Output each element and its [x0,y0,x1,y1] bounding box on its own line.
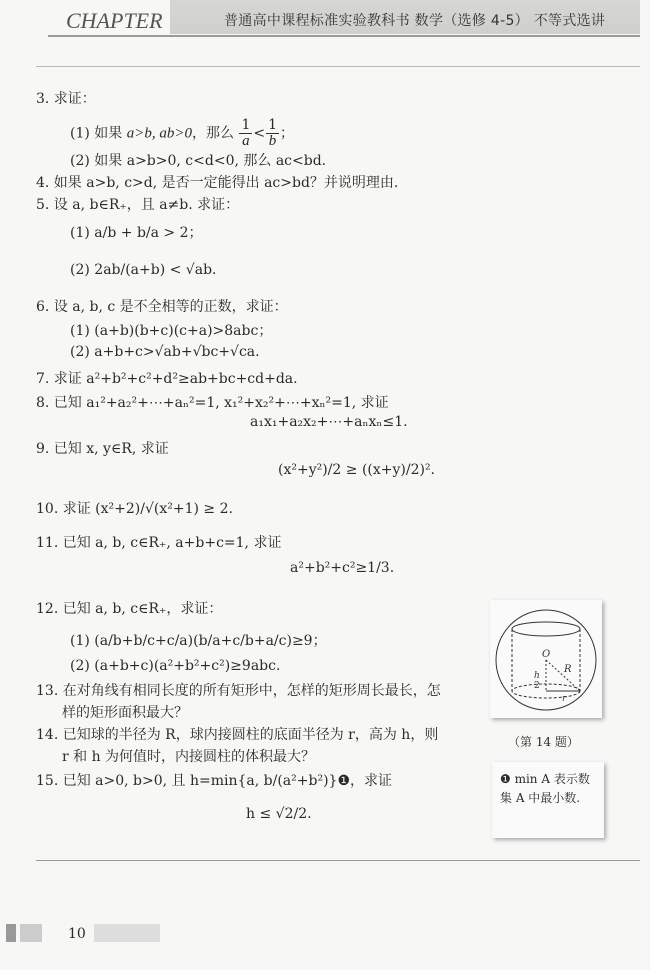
problem-8-head: 8. 已知 a₁²+a₂²+⋯+aₙ²=1, x₁²+x₂²+⋯+xₙ²=1, 求证 [36,395,389,411]
sphere-cylinder-figure [490,600,602,718]
problem-5-part2: (2) 2ab/(a+b) < √ab. [70,262,217,278]
problem-10: 10. 求证 (x²+2)/√(x²+1) ≥ 2. [36,501,233,517]
svg-text:2: 2 [534,681,540,691]
inscribed-cylinder-diagram [490,600,602,718]
sidenote-text: min A 表示数集 A 中最小数. [500,772,590,805]
svg-text:h: h [534,671,540,681]
problem-12-part2: (2) (a+b+c)(a²+b²+c²)≥9abc. [70,658,281,674]
problem-5-part1: (1) a/b + b/a > 2； [70,225,203,241]
top-rule [36,66,640,67]
problem-4: 4. 如果 a>b, c>d, 是否一定能得出 ac>bd？并说明理由. [36,175,399,191]
problem-6-part2: (2) a+b+c>√ab+√bc+√ca. [70,344,260,360]
problem-11-head: 11. 已知 a, b, c∈R₊, a+b+c=1, 求证 [36,535,282,551]
page-deco-right [94,924,160,942]
problem-6-head: 6. 设 a, b, c 是不全相等的正数，求证： [36,299,288,315]
footnote-marker: ❶ [500,772,511,786]
svg-text:O: O [542,649,551,660]
problem-14-line1: 14. 已知球的半径为 R，球内接圆柱的底面半径为 r，高为 h，则 [36,727,439,743]
svg-text:r: r [562,694,567,704]
problem-9-equation: (x²+y²)/2 ≥ ((x+y)/2)². [278,462,436,478]
header-divider [48,35,640,37]
problem-13-line1: 13. 在对角线有相同长度的所有矩形中，怎样的矩形周长最长，怎 [36,683,441,699]
page-deco-left2 [20,924,42,942]
problem-5-head: 5. 设 a, b∈R₊，且 a≠b. 求证： [36,197,240,213]
problem-12-head: 12. 已知 a, b, c∈R₊，求证： [36,601,223,617]
fraction-1-over-a: $\frac{1}{a}$ [241,117,251,149]
bottom-rule [36,860,640,861]
book-title: 普通高中课程标准实验教科书 数学（选修 4-5） 不等式选讲 [224,13,606,29]
problem-3-head: 3. 求证： [36,91,96,107]
problem-15-equation: h ≤ √2/2. [246,806,312,822]
problem-15-head: 15. 已知 a>0, b>0, 且 h=min{a, b/(a²+b²)}❶，求证 [36,773,392,789]
problem-6-part1: (1) (a+b)(b+c)(c+a)>8abc； [70,323,273,339]
problem-11-equation: a²+b²+c²≥1/3. [290,560,395,576]
page-deco-left [6,924,16,942]
figure-caption: （第 14 题） [508,735,579,749]
problem-8-equation: a₁x₁+a₂x₂+⋯+aₙxₙ≤1. [250,414,408,430]
problem-12-part1: (1) (a/b+b/c+c/a)(b/a+c/b+a/c)≥9； [70,633,327,649]
problem-14-line2: r 和 h 为何值时，内接圆柱的体积最大？ [62,749,316,765]
page-header [0,0,650,38]
chapter-label: CHAPTER [66,8,163,33]
problem-13-line2: 样的矩形面积最大？ [62,705,188,721]
problem-3-part1: (1) 如果 a>b, ab>0，那么 $\frac{1}{a}$ < $\frac{1}{b}$ ； [70,117,295,149]
sidenote [492,762,604,838]
problem-3-part2: (2) 如果 a>b>0, c<d<0, 那么 ac<bd. [70,153,327,169]
page-number: 10 [68,926,86,942]
svg-text:R: R [564,664,572,675]
problem-9-head: 9. 已知 x, y∈R, 求证 [36,441,169,457]
fraction-1-over-b: $\frac{1}{b}$ [268,117,278,149]
problem-7: 7. 求证 a²+b²+c²+d²≥ab+bc+cd+da. [36,371,298,387]
